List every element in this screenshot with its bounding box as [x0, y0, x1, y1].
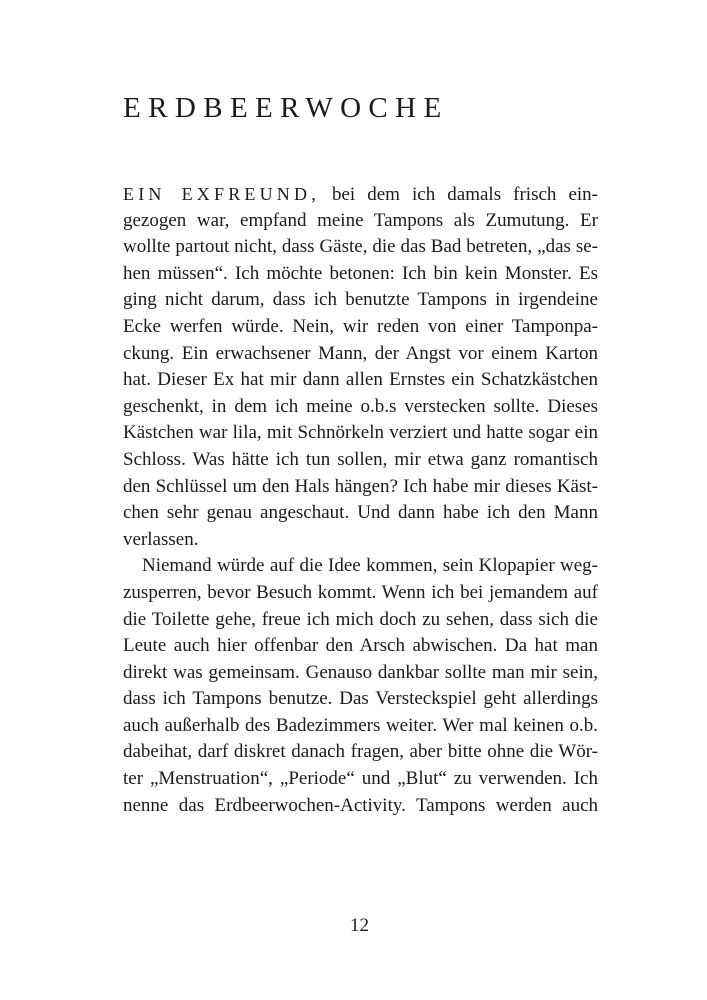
text-line: nenne das Erdbeerwochen-Activity. Tampons werden auch: [123, 794, 598, 816]
text-line: verlassen.: [123, 528, 199, 550]
text-line: Kästchen war lila, mit Schnörkeln verziert und hatte sogar ein: [123, 422, 598, 444]
text-line: hat. Dieser Ex hat mir dann allen Ernstes ein Schatzkästchen: [123, 369, 598, 391]
text-line: [123, 181, 598, 208]
text-line: gezogen war, empfand meine Tampons als Zumutung. Er: [123, 209, 598, 231]
text-line: hen müssen“. Ich möchte betonen: Ich bin kein Monster. Es: [123, 262, 598, 284]
text-line: Leute auch hier offenbar den Arsch abwischen. Da hat man: [123, 635, 598, 657]
paragraph-1: [123, 181, 598, 553]
text-line: Schloss. Was hätte ich tun sollen, mir etwa ganz romantisch: [123, 448, 598, 470]
text-line: auch außerhalb des Badezimmers weiter. Wer mal keinen o.b.: [123, 714, 598, 736]
text-line: Ecke werfen würde. Nein, wir reden von einer Tamponpa-: [123, 315, 598, 337]
text-line: zusperren, bevor Besuch kommt. Wenn ich bei jemandem auf: [123, 581, 598, 603]
body-text: [123, 181, 598, 819]
text-line: dabeihat, darf diskret danach fragen, aber bitte ohne die Wör-: [123, 741, 598, 763]
text-line-segment: bei dem ich damals frisch ein-: [319, 184, 598, 205]
text-line: direkt was gemeinsam. Genauso dankbar sollte man mir sein,: [123, 661, 598, 683]
text-line: geschenkt, in dem ich meine o.b.s verstecken sollte. Dieses: [123, 395, 598, 417]
paragraph-2: [123, 553, 598, 819]
text-line: Niemand würde auf die Idee kommen, sein Klopapier weg-: [142, 555, 598, 577]
text-line: dass ich Tampons benutze. Das Versteckspiel geht allerdings: [123, 688, 598, 710]
text-line: wollte partout nicht, dass Gäste, die das Bad betreten, „das se-: [123, 236, 598, 258]
text-line: die Toilette gehe, freue ich mich doch zu sehen, dass sich die: [123, 608, 598, 630]
text-line: chen sehr genau angeschaut. Und dann habe ich den Mann: [123, 502, 598, 524]
chapter-title: ERDBEERWOCHE: [123, 92, 449, 124]
text-line: ter „Menstruation“, „Periode“ und „Blut“ zu verwenden. Ich: [123, 768, 598, 790]
text-line: den Schlüssel um den Hals hängen? Ich habe mir dieses Käst-: [123, 475, 598, 497]
lead-in-smallcaps: EIN EXFREUND,: [123, 184, 320, 204]
text-line: ckung. Ein erwachsener Mann, der Angst vor einem Karton: [123, 342, 598, 364]
page-number: 12: [350, 915, 369, 936]
text-line: ging nicht darum, dass ich benutzte Tampons in irgendeine: [123, 289, 598, 311]
